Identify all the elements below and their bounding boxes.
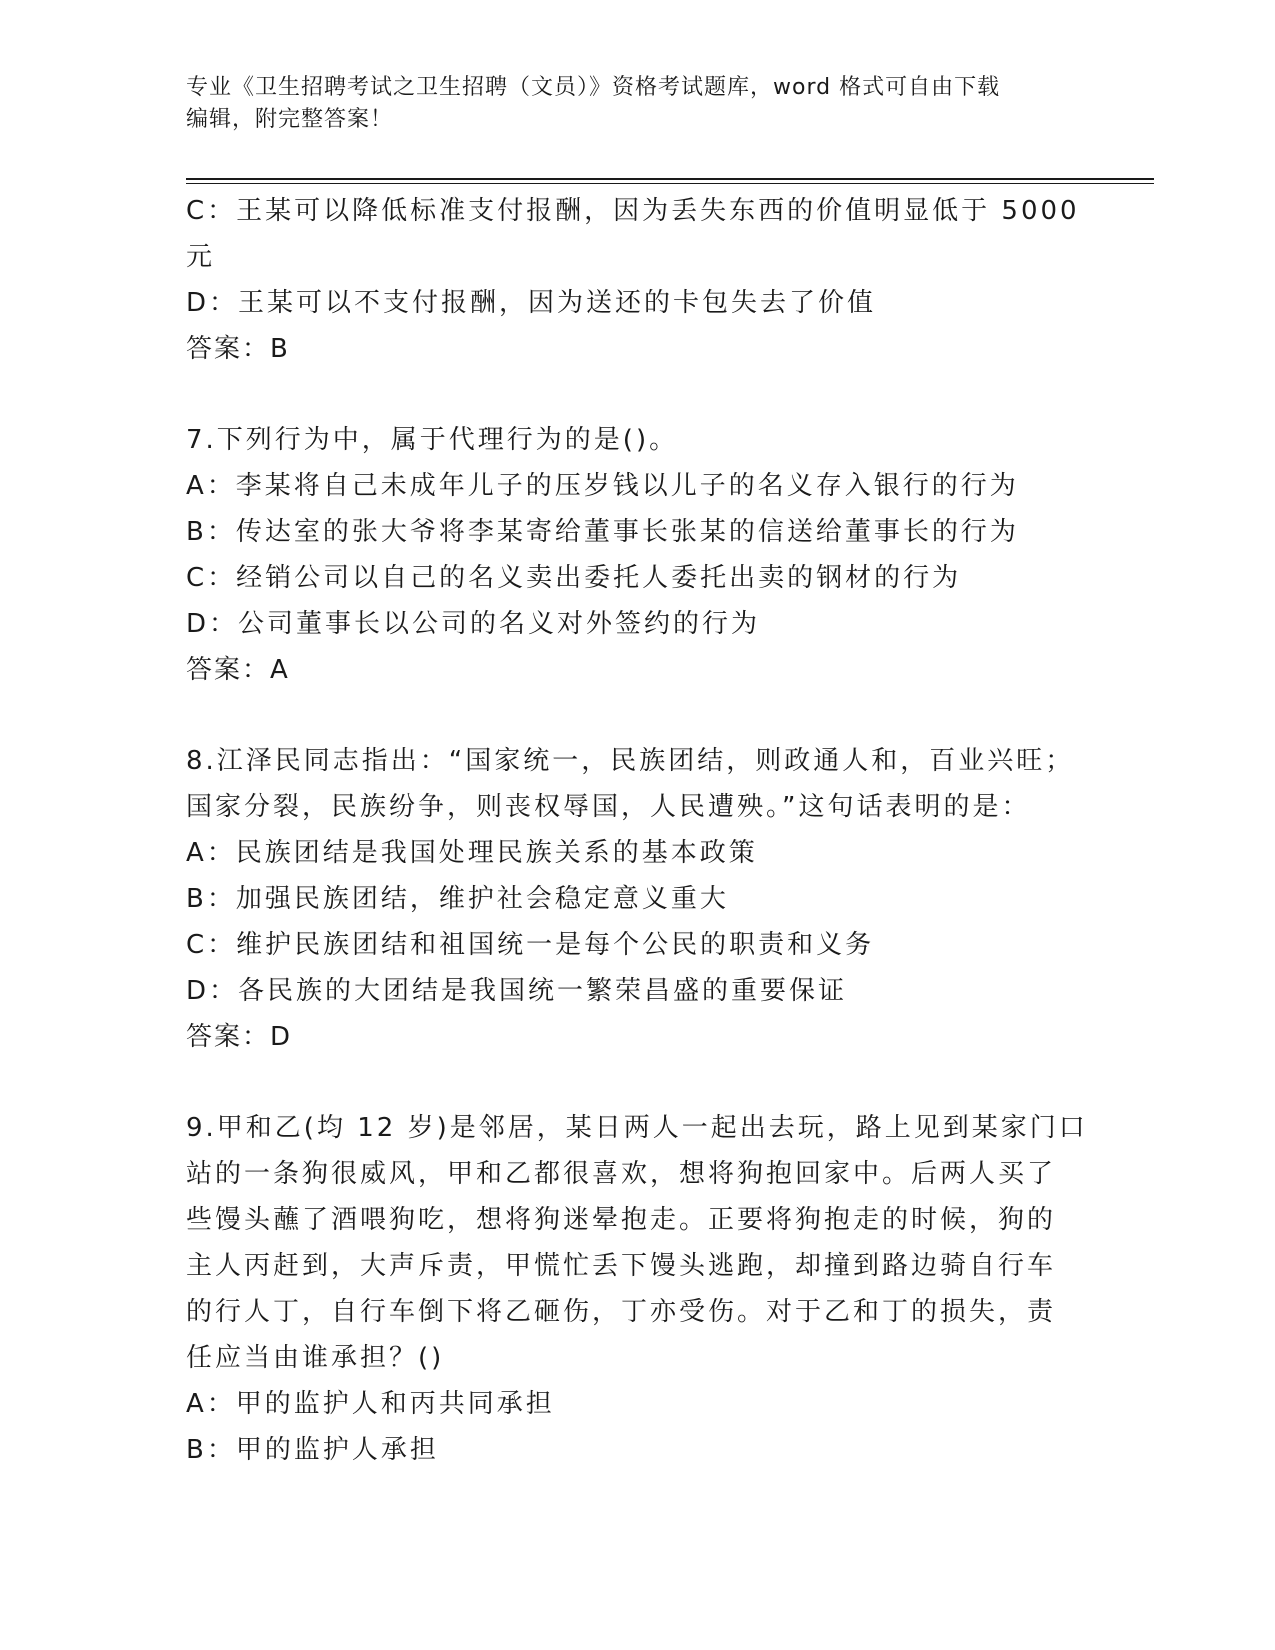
q7-option-b: B：传达室的张大爷将李某寄给董事长张某的信送给董事长的行为 (186, 517, 1019, 547)
question-spacer (186, 372, 1086, 417)
question-spacer (186, 693, 1086, 738)
document-header (186, 72, 1066, 136)
question-7 (186, 417, 1086, 693)
q7-stem: 7.下列行为中，属于代理行为的是()。 (186, 425, 679, 455)
q6-option-c-line-2: 元 (186, 242, 216, 272)
q6-option-c-line-1: C：王某可以降低标准支付报酬，因为丢失东西的价值明显低于 5000 (186, 196, 1080, 226)
q9-stem-line-6: 任应当由谁承担？() (186, 1343, 445, 1373)
q6-option-d: D：王某可以不支付报酬，因为送还的卡包失去了价值 (186, 288, 877, 318)
q8-option-c: C：维护民族团结和祖国统一是每个公民的职责和义务 (186, 930, 875, 960)
question-8 (186, 738, 1086, 1060)
q9-stem-line-2: 站的一条狗很威风，甲和乙都很喜欢，想将狗抱回家中。后两人买了 (186, 1159, 1057, 1189)
q7-option-d: D：公司董事长以公司的名义对外签约的行为 (186, 609, 761, 639)
q8-option-d: D：各民族的大团结是我国统一繁荣昌盛的重要保证 (186, 976, 848, 1006)
q9-stem-line-3: 些馒头蘸了酒喂狗吃，想将狗迷晕抱走。正要将狗抱走的时候，狗的 (186, 1205, 1057, 1235)
q9-stem-line-1: 9.甲和乙(均 12 岁)是邻居，某日两人一起出去玩，路上见到某家门口 (186, 1113, 1088, 1143)
header-title-line-2: 编辑，附完整答案！ (186, 107, 394, 132)
q8-answer: 答案：D (186, 1022, 293, 1052)
q9-stem-line-4: 主人丙赶到，大声斥责，甲慌忙丢下馒头逃跑，却撞到路边骑自行车 (186, 1251, 1057, 1281)
q6-answer: 答案：B (186, 334, 290, 364)
q8-stem-line-1: 8.江泽民同志指出：“国家统一，民族团结，则政通人和，百业兴旺； (186, 746, 1075, 776)
question-6-tail (186, 188, 1086, 372)
q8-option-b: B：加强民族团结，维护社会稳定意义重大 (186, 884, 729, 914)
header-title-line-1: 专业《卫生招聘考试之卫生招聘（文员）》资格考试题库，word 格式可自由下载 (186, 75, 1001, 100)
question-content (186, 188, 1086, 1473)
q9-option-b: B：甲的监护人承担 (186, 1435, 439, 1465)
question-spacer (186, 1060, 1086, 1105)
header-divider-thick (186, 178, 1154, 180)
q8-option-a: A：民族团结是我国处理民族关系的基本政策 (186, 838, 758, 868)
q9-option-a: A：甲的监护人和丙共同承担 (186, 1389, 555, 1419)
header-divider-thin (186, 183, 1154, 184)
q7-answer: 答案：A (186, 655, 290, 685)
question-9 (186, 1105, 1086, 1473)
q8-stem-line-2: 国家分裂，民族纷争，则丧权辱国，人民遭殃。”这句话表明的是： (186, 792, 1031, 822)
q7-option-c: C：经销公司以自己的名义卖出委托人委托出卖的钢材的行为 (186, 563, 962, 593)
q7-option-a: A：李某将自己未成年儿子的压岁钱以儿子的名义存入银行的行为 (186, 471, 1019, 501)
q9-stem-line-5: 的行人丁，自行车倒下将乙砸伤，丁亦受伤。对于乙和丁的损失，责 (186, 1297, 1057, 1327)
